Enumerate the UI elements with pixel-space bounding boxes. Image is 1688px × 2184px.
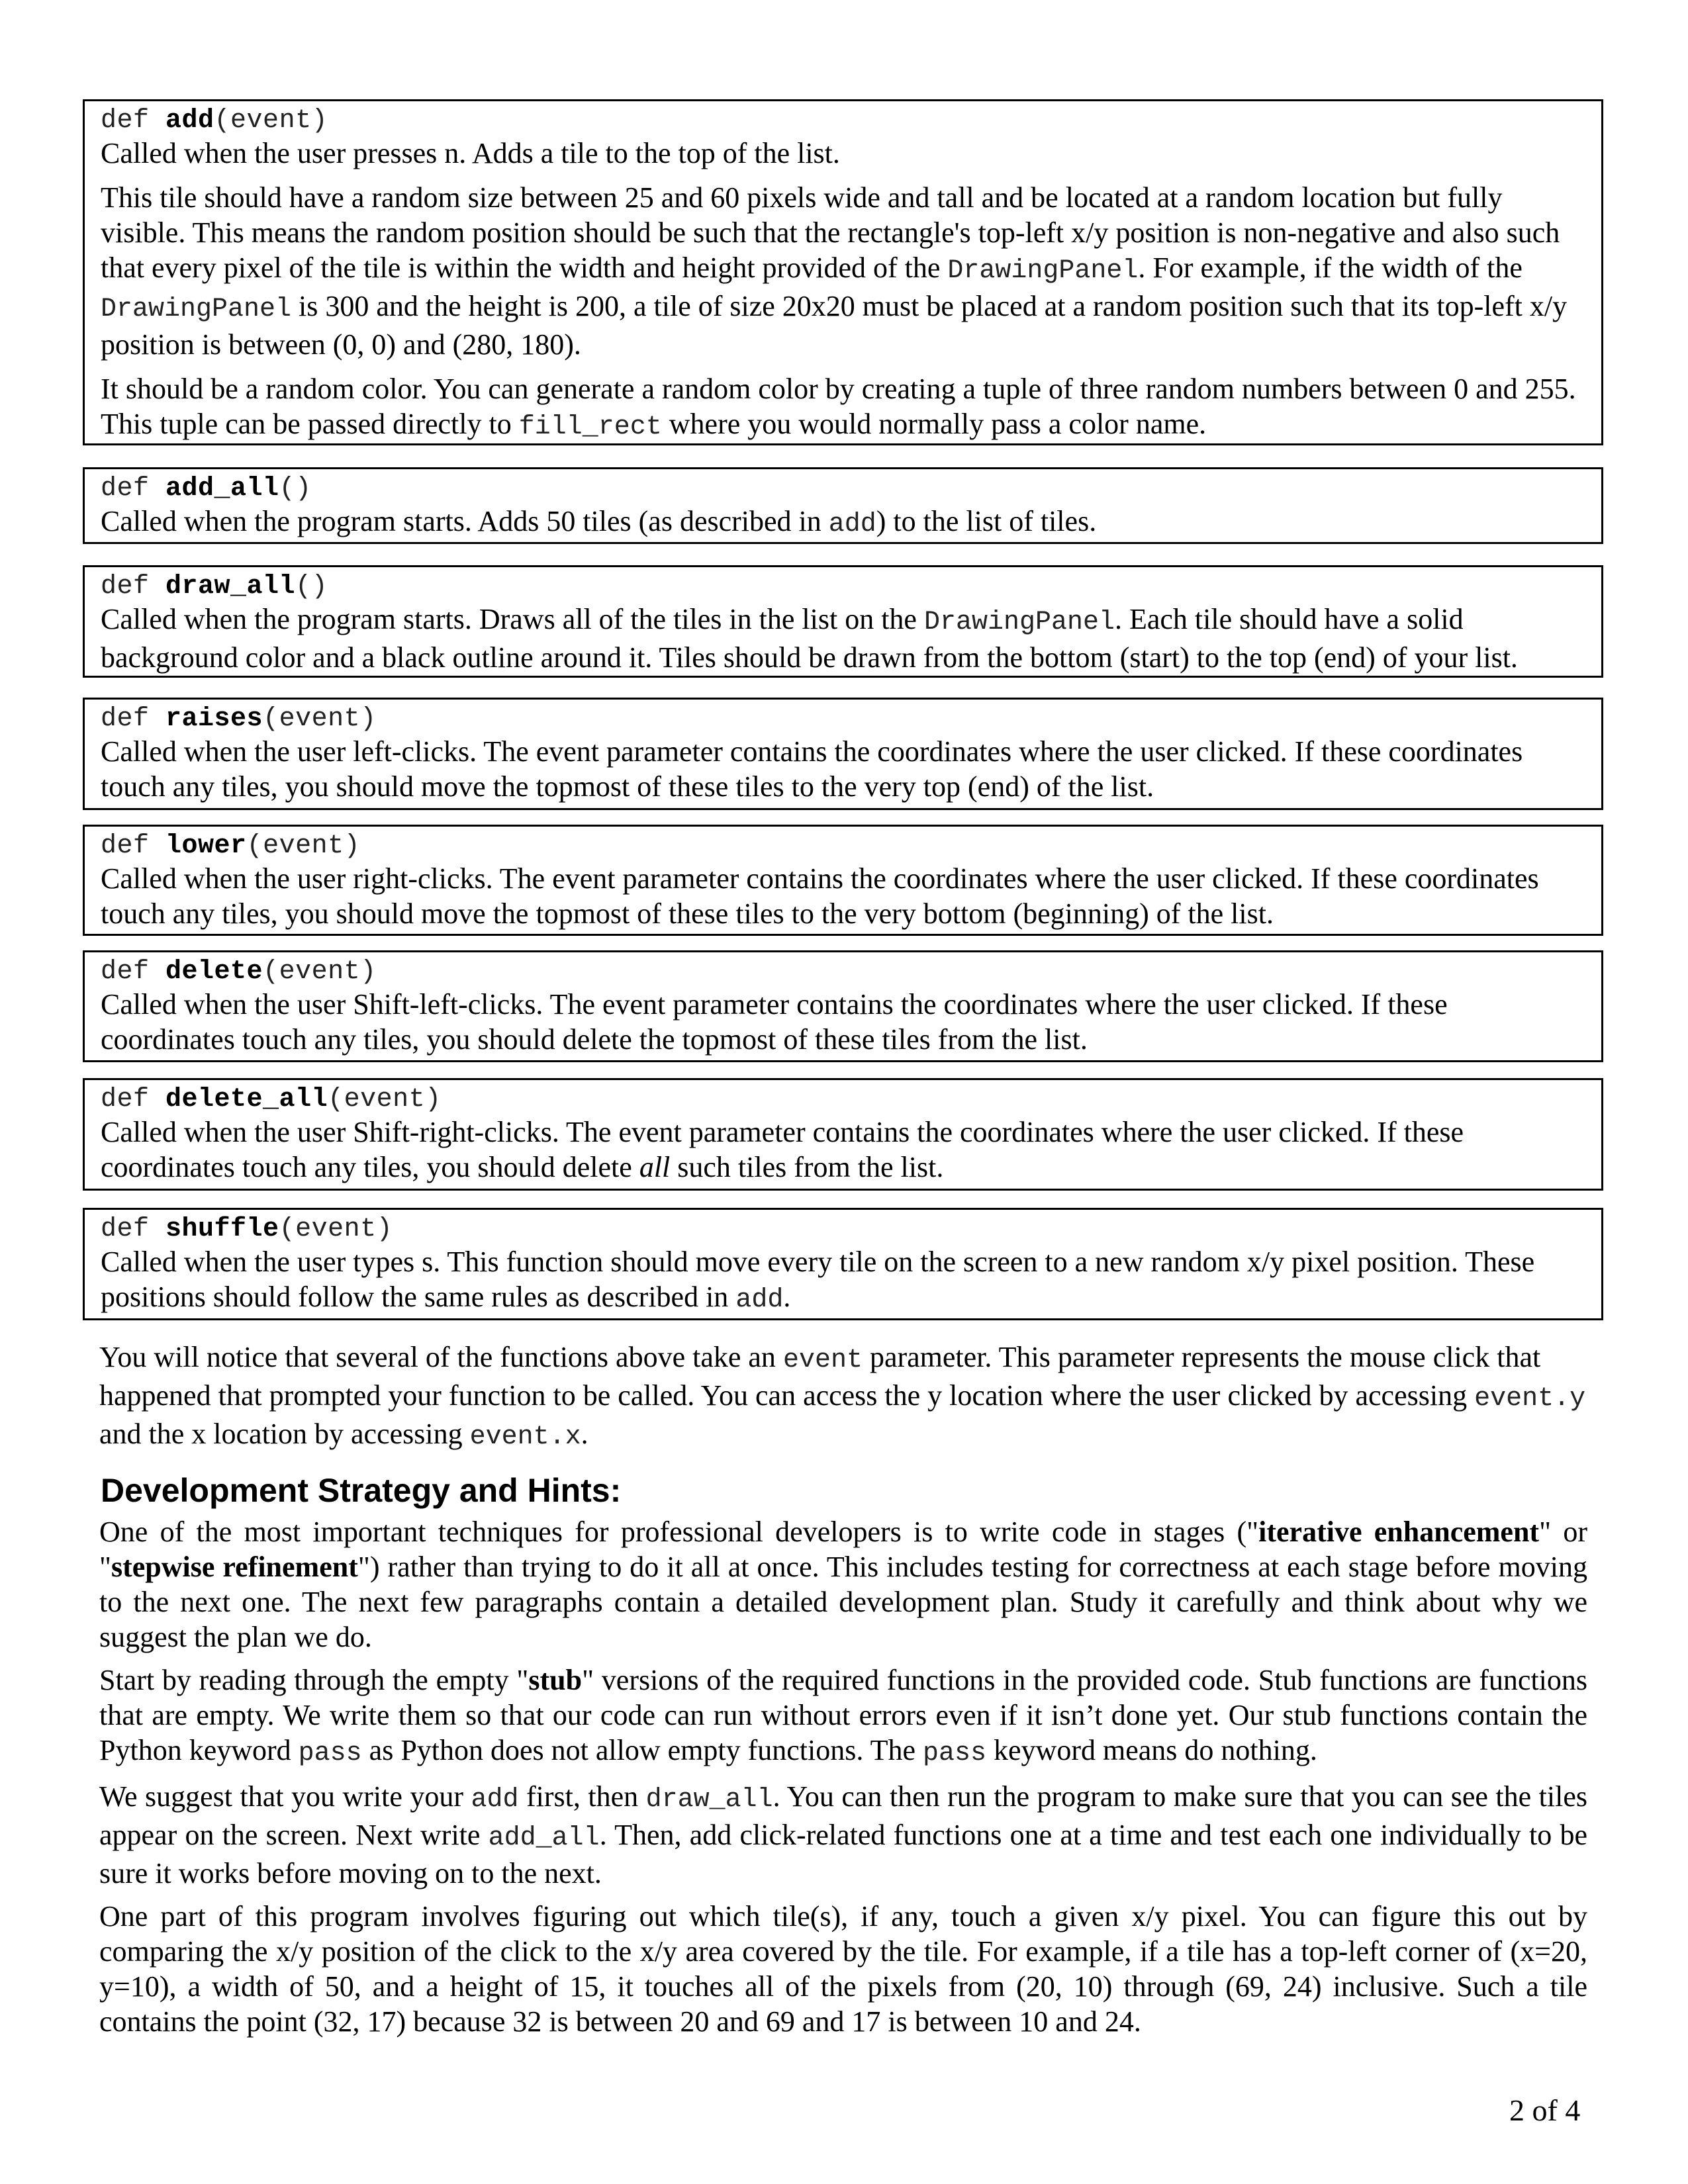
paragraph: Called when the user left-clicks. The event parameter contains the coordinates where the user clicked. If these coordinates touch any tiles, you should move the topmost of these tiles to the very top (end) of the list.	[101, 735, 1523, 803]
function-box-delete-all	[83, 1078, 1603, 1191]
function-box-lower	[83, 825, 1603, 936]
function-description	[101, 504, 1585, 542]
event-note-paragraph: You will notice that several of the functions above take an event parameter. This parameter represents the mouse click that happened that prompted your function to be called. You can access the y location where the user clicked by accessing event.y and the x location by accessing event.x.	[99, 1341, 1586, 1452]
bold-term: stepwise refinement	[111, 1551, 358, 1583]
function-name: lower	[165, 831, 247, 861]
function-name: delete_all	[165, 1085, 328, 1115]
function-box-add	[83, 99, 1603, 445]
paragraph: Called when the program starts. Draws all of the tiles in the list on the DrawingPanel. Each tile should have a solid background color and a black outline around it. Tiles should be drawn from the bottom (start) to the top (end) of your list.	[101, 603, 1518, 674]
inline-code: event	[782, 1345, 863, 1375]
function-signature	[101, 832, 1585, 861]
inline-code: add_all	[488, 1823, 600, 1853]
paragraph: Called when the user Shift-right-clicks. The event parameter contains the coordinates where the user clicked. If these coordinates touch any tiles, you should delete all such tiles from the list.	[101, 1116, 1464, 1183]
paragraph: Start by reading through the empty "stub" versions of the required functions in the provided code. Stub functions are functions that are empty. We write them so that our code can run without errors even if it isn’t done yet. Our stub functions contain the Python keyword pass as Python does not allow empty functions. The pass keyword means do nothing.	[99, 1664, 1588, 1768]
function-box-shuffle	[83, 1208, 1603, 1320]
def-keyword: def	[101, 474, 150, 504]
paragraph: One of the most important techniques for professional developers is to write code in stages ("iterative enhancement" or "stepwise refinement") rather than trying to do it all at once. This includes testing for correctness at each stage before moving to the next one. The next few paragraphs contain a detailed development plan. Study it carefully and think about why we suggest the plan we do.	[99, 1516, 1588, 1653]
def-keyword: def	[101, 106, 150, 136]
function-params: ()	[295, 572, 328, 602]
inline-code: event.x	[469, 1422, 581, 1452]
inline-code: pass	[923, 1739, 987, 1768]
paragraph: Called when the user presses n. Adds a tile to the top of the list.	[101, 137, 840, 169]
function-signature	[101, 572, 1585, 602]
function-name: shuffle	[165, 1214, 279, 1244]
paragraph: It should be a random color. You can generate a random color by creating a tuple of three random numbers between 0 and 255. This tuple can be passed directly to fill_rect where you would normally pass a color name.	[101, 373, 1576, 442]
function-description	[101, 136, 1585, 445]
function-name: delete	[165, 957, 263, 987]
section-heading: Development Strategy and Hints:	[101, 1472, 622, 1509]
inline-code: fill_rect	[518, 412, 662, 442]
function-description	[101, 1244, 1585, 1318]
def-keyword: def	[101, 957, 150, 987]
function-name: draw_all	[165, 572, 296, 602]
function-params: (event)	[246, 831, 361, 861]
function-description	[101, 602, 1585, 675]
inline-code: DrawingPanel	[923, 608, 1115, 637]
function-signature	[101, 1215, 1585, 1244]
function-params: (event)	[214, 106, 328, 136]
function-params: (event)	[263, 957, 377, 987]
def-keyword: def	[101, 1085, 150, 1115]
function-name: raises	[165, 704, 263, 734]
paragraph: Called when the user Shift-left-clicks. The event parameter contains the coordinates where the user clicked. If these coordinates touch any tiles, you should delete the topmost of these tiles from the list.	[101, 988, 1448, 1056]
inline-code: draw_all	[645, 1785, 773, 1815]
function-params: (event)	[328, 1085, 442, 1115]
function-description	[101, 1115, 1585, 1185]
function-signature	[101, 958, 1585, 987]
def-keyword: def	[101, 1214, 150, 1244]
inline-code: add	[735, 1285, 784, 1315]
page-number: 2 of 4	[1509, 2093, 1581, 2127]
emphasis: all	[639, 1151, 671, 1183]
strategy-paragraphs	[99, 1514, 1587, 2039]
function-signature	[101, 107, 1585, 136]
paragraph: This tile should have a random size between 25 and 60 pixels wide and tall and be located at a random location but fully visible. This means the random position should be such that the rectangle's top-left x/y position is non-negative and also such that every pixel of the tile is within the width and height provided of the DrawingPanel. For example, if the width of the DrawingPanel is 300 and the height is 200, a tile of size 20x20 must be placed at a random position such that its top-left x/y position is between (0, 0) and (280, 180).	[101, 181, 1568, 361]
function-description	[101, 734, 1585, 804]
function-box-add-all	[83, 467, 1603, 544]
def-keyword: def	[101, 831, 150, 861]
function-box-draw-all	[83, 565, 1603, 678]
function-box-raises	[83, 698, 1603, 810]
function-name: add_all	[165, 474, 279, 504]
inline-code: DrawingPanel	[947, 256, 1139, 286]
paragraph: Called when the user types s. This function should move every tile on the screen to a new random x/y pixel position. These positions should follow the same rules as described in add.	[101, 1246, 1535, 1315]
event-parameter-note	[99, 1340, 1587, 1455]
function-description	[101, 987, 1585, 1057]
function-name: add	[165, 106, 214, 136]
paragraph: Called when the user right-clicks. The event parameter contains the coordinates where the user clicked. If these coordinates touch any tiles, you should move the topmost of these tiles to the very bottom (beginning) of the list.	[101, 862, 1539, 930]
inline-code: DrawingPanel	[101, 295, 292, 324]
function-description	[101, 861, 1585, 931]
inline-code: event.y	[1474, 1384, 1586, 1414]
bold-term: stub	[528, 1664, 583, 1696]
function-params: (event)	[263, 704, 377, 734]
function-signature	[101, 705, 1585, 734]
function-signature	[101, 1085, 1585, 1115]
function-box-delete	[83, 950, 1603, 1062]
function-signature	[101, 475, 1585, 504]
paragraph: We suggest that you write your add first, then draw_all. You can then run the program to make sure that you can see the tiles appear on the screen. Next write add_all. Then, add click-related functions one at a time and test each one individually to be sure it works before moving on to the next.	[99, 1780, 1587, 1889]
bold-term: iterative enhancement	[1258, 1516, 1540, 1548]
def-keyword: def	[101, 572, 150, 602]
inline-code: add	[828, 510, 876, 539]
function-params: (event)	[279, 1214, 393, 1244]
paragraph: One part of this program involves figuring out which tile(s), if any, touch a given x/y pixel. You can figure this out by comparing the x/y position of the click to the x/y area covered by the tile. For example, if a tile has a top-left corner of (x=20, y=10), a width of 50, and a height of 15, it touches all of the pixels from (20, 10) through (69, 24) inclusive. Such a tile contains the point (32, 17) because 32 is between 20 and 69 and 17 is between 10 and 24.	[99, 1900, 1587, 2038]
paragraph: Called when the program starts. Adds 50 tiles (as described in add) to the list of tiles.	[101, 505, 1097, 539]
def-keyword: def	[101, 704, 150, 734]
function-params: ()	[279, 474, 312, 504]
inline-code: pass	[298, 1739, 362, 1768]
inline-code: add	[471, 1785, 519, 1815]
